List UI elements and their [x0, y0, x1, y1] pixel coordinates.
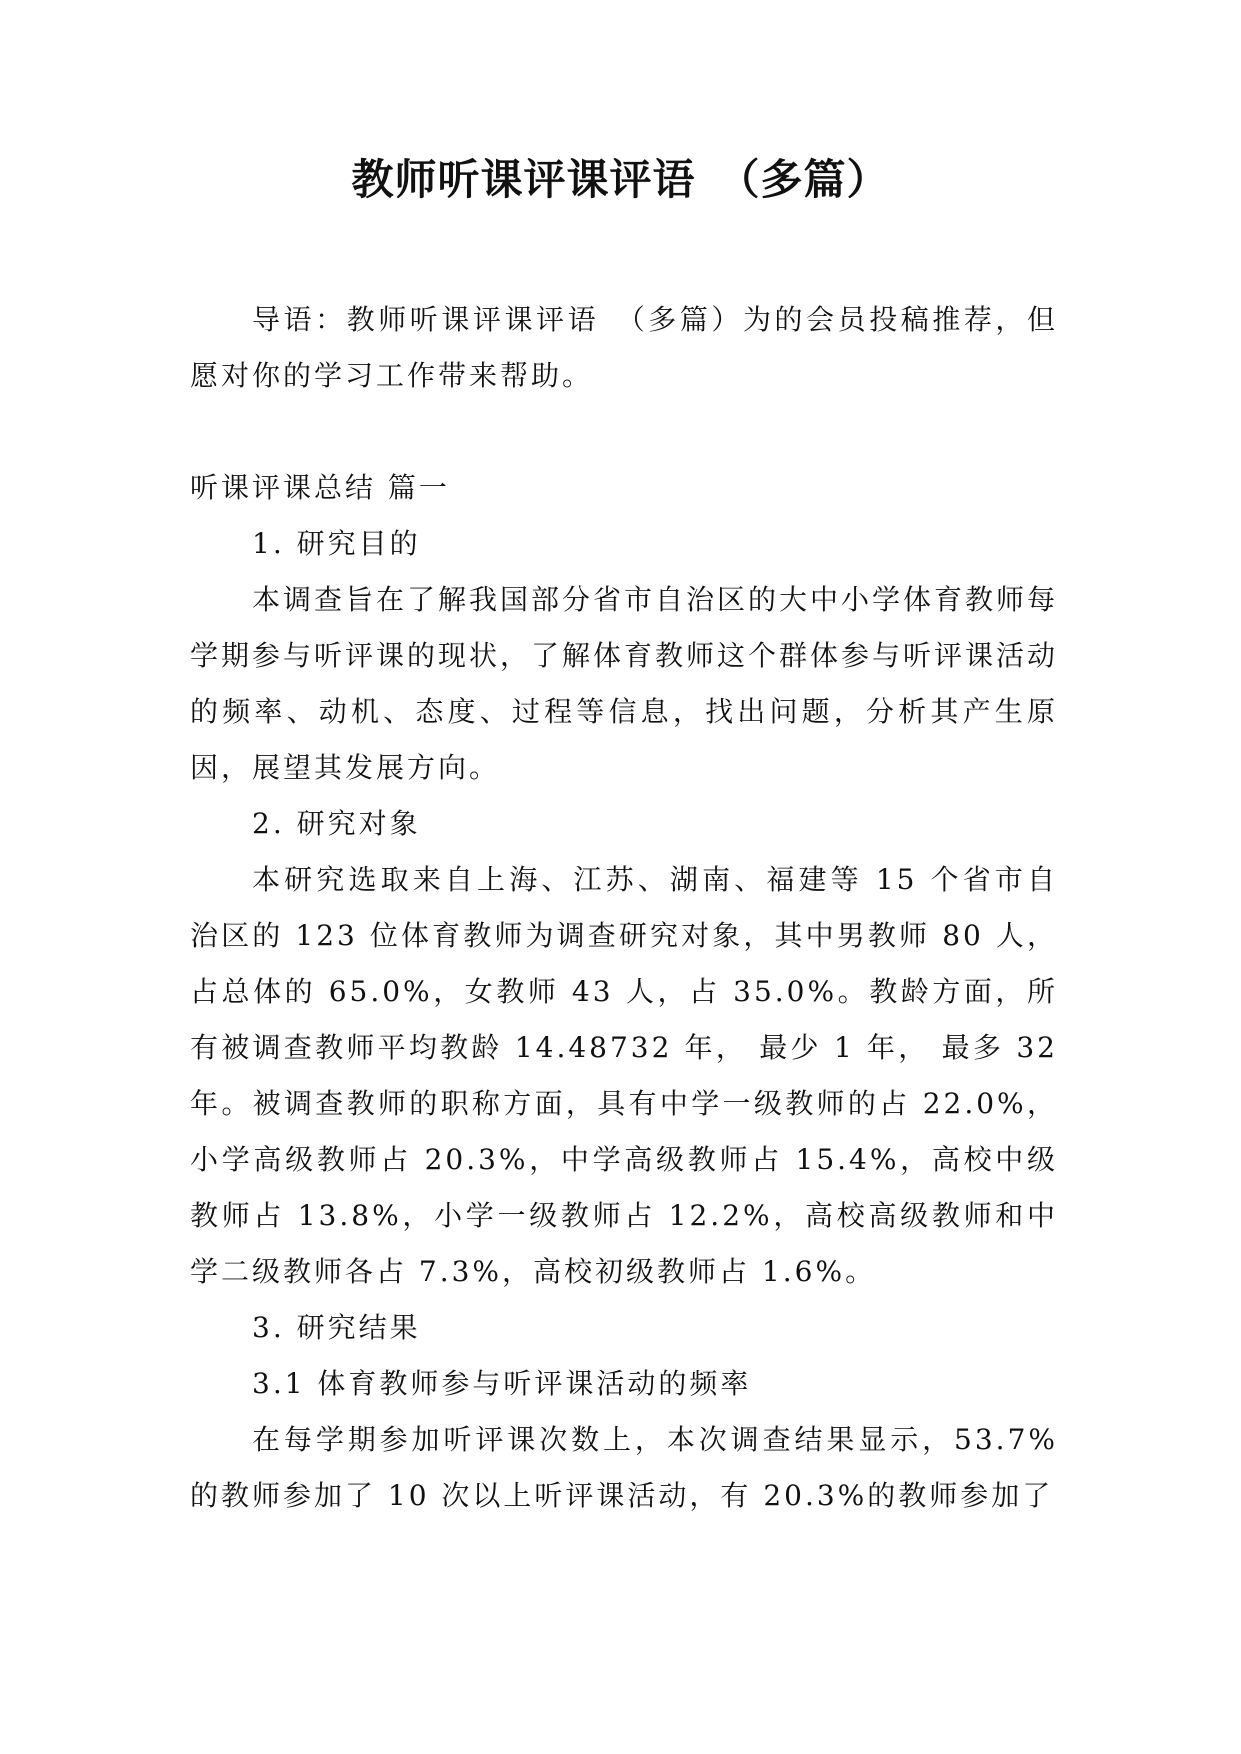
- subheading-subjects: 2. 研究对象: [252, 807, 421, 840]
- subheading-frequency: 3.1 体育教师参与听评课活动的频率: [252, 1367, 752, 1400]
- subheading-results: 3. 研究结果: [252, 1311, 421, 1344]
- paragraph-frequency: 在每学期参加听评课次数上，本次调查结果显示，53.7%的教师参加了 10 次以上听评课活动，有 20.3%的教师参加了: [190, 1423, 1058, 1512]
- subheading-purpose: 1. 研究目的: [252, 527, 421, 560]
- document-title: 教师听课评课评语 （多篇）: [351, 155, 890, 204]
- paragraph-subjects: 本研究选取来自上海、江苏、湖南、福建等 15 个省市自治区的 123 位体育教师为调查研究对象，其中男教师 80 人， 占总体的 65.0%，女教师 43 人，占 35.0%。教龄方面，所有被调查教师平均教龄 14.48732 年， 最少 1 年， 最多 32 年。被调查教师的职称方面，具有中学一级教师的占 22.0%，小学高级教师占 20.3%，中学高级教师占 15.4%，高校中级教师占 13.8%，小学一级教师占 12.2%，高校高级教师和中学二级教师各占 7.3%，高校初级教师占 1.6%。: [190, 863, 1058, 1288]
- paragraph-purpose: 本调查旨在了解我国部分省市自治区的大中小学体育教师每学期参与听评课的现状，了解体育教师这个群体参与听评课活动的频率、动机、态度、过程等信息，找出问题，分析其产生原因，展望其发展方向。: [190, 583, 1059, 784]
- section-heading: 听课评课总结 篇一: [190, 471, 450, 504]
- document-body: [190, 292, 1058, 1524]
- intro-paragraph: 导语：教师听课评课评语 （多篇）为的会员投稿推荐，但愿对你的学习工作带来帮助。: [190, 303, 1058, 392]
